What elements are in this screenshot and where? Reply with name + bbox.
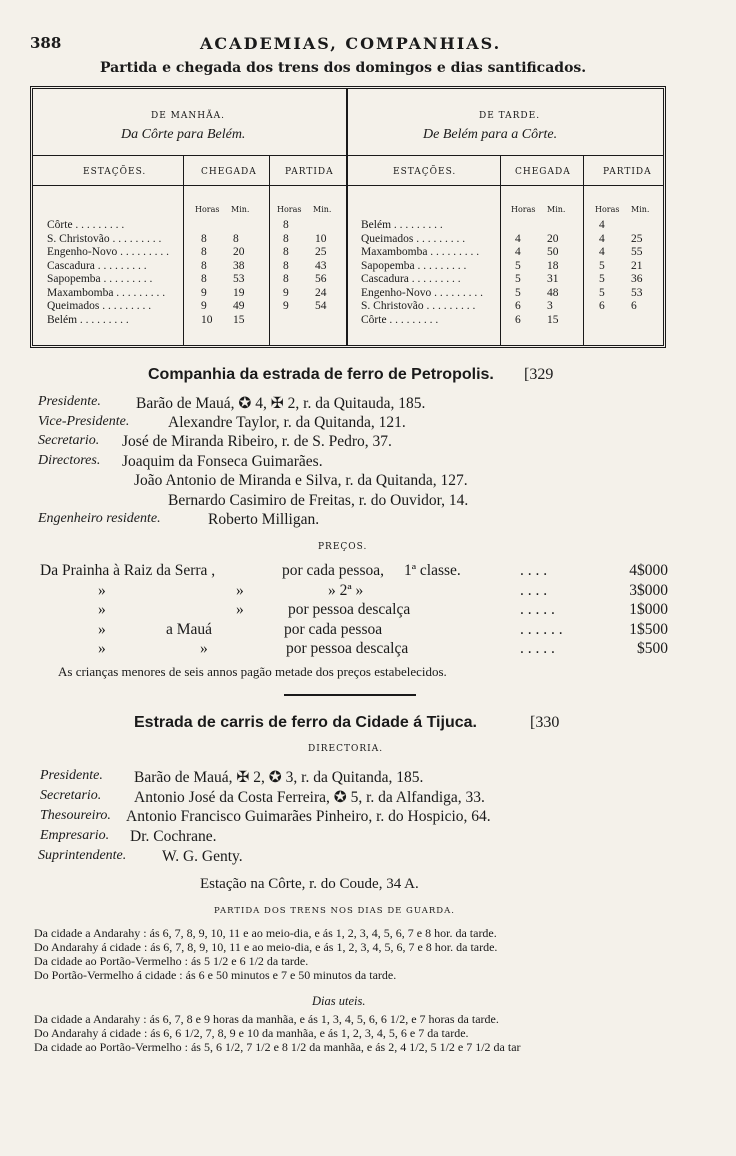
price-type: por cada pessoa <box>284 620 383 638</box>
price-dots: . . . . . . <box>520 620 563 638</box>
officer-entry: Antonio Francisco Guimarães Pinheiro, r. do Hospicio, 64. <box>126 808 491 825</box>
price-dots: . . . . <box>520 562 548 579</box>
price-class: » <box>236 601 244 618</box>
station-name: Queimados . . . . . . . . . <box>361 232 466 245</box>
price-dots: . . . . . <box>520 601 555 618</box>
arrival-hour: 4 <box>515 232 521 245</box>
arrival-min: 49 <box>233 300 245 312</box>
departure-hour: 8 <box>283 232 289 245</box>
arrival-hour: 9 <box>201 286 207 299</box>
schedule-line: Da cidade a Andarahy : ás 6, 7, 8 e 9 horas da manhãa, e ás 1, 3, 4, 5, 6, 6 1/2, e 7 horas da tarde. <box>34 1012 499 1026</box>
officer-role: Presidente. <box>38 394 101 409</box>
morning-route: Da Côrte para Belém. <box>121 127 246 142</box>
officer-entry: João Antonio de Miranda e Silva, r. da Quitanda, 127. <box>134 472 468 489</box>
station-name: Maxambomba . . . . . . . . . <box>47 286 166 299</box>
price-class: a Mauá <box>166 620 213 638</box>
departure-hour: 8 <box>283 259 289 272</box>
officer-role: Secretario. <box>40 788 102 803</box>
schedule-line: Da cidade ao Portão-Vermelho : ás 5 1/2 e 6 1/2 da tarde. <box>34 954 309 968</box>
price-route: Da Prainha à Raiz da Serra , <box>40 562 216 579</box>
arrival-min: 3 <box>547 300 553 312</box>
station-name: Sapopemba . . . . . . . . . <box>47 273 153 285</box>
arrival-hour: 8 <box>201 246 207 258</box>
departure-min: 56 <box>315 273 327 285</box>
arrival-hour: 6 <box>515 300 521 312</box>
arrival-hour: 8 <box>201 273 207 285</box>
station-name: Belém . . . . . . . . . <box>47 313 129 326</box>
station-name: Queimados . . . . . . . . . <box>47 300 152 312</box>
officer-entry: Joaquim da Fonseca Guimarães. <box>122 452 323 470</box>
departure-min: 21 <box>631 259 643 272</box>
station-name: Maxambomba . . . . . . . . . <box>361 246 480 258</box>
col-chegada-morning: CHEGADA <box>201 167 257 177</box>
officer-entry: José de Miranda Ribeiro, r. de S. Pedro, 37. <box>122 433 392 450</box>
station-name: S. Christovão . . . . . . . . . <box>47 232 162 245</box>
schedule-line: Do Andarahy á cidade : ás 6, 6 1/2, 7, 8, 9 e 10 da manhãa, e ás 1, 2, 3, 4, 5, 6 e 7 da tarde. <box>34 1026 469 1040</box>
col-chegada-afternoon: CHEGADA <box>515 167 571 177</box>
officer-role: Secretario. <box>38 433 100 448</box>
price-route: » <box>98 640 106 657</box>
station-name: S. Christovão . . . . . . . . . <box>361 300 476 312</box>
departure-min: 10 <box>315 232 327 245</box>
sunday-timetable <box>30 86 666 348</box>
arrival-hour: 5 <box>515 259 521 272</box>
departure-min: 43 <box>315 259 327 272</box>
morning-label: DE MANHÃA. <box>151 111 225 121</box>
officer-entry: Barão de Mauá, ✪ 4, ✠ 2, r. da Quitauda, 185. <box>136 395 426 412</box>
station-name: Côrte . . . . . . . . . <box>47 219 125 231</box>
arrival-hour: 8 <box>201 259 207 272</box>
price-route: » <box>98 620 106 638</box>
col-partida-afternoon: PARTIDA <box>603 167 652 177</box>
officer-entry: Alexandre Taylor, r. da Quitanda, 121. <box>168 413 406 431</box>
arrival-hour: 9 <box>201 300 207 312</box>
departure-hour: 5 <box>599 273 605 285</box>
departure-min: 24 <box>315 286 327 299</box>
arrival-min: 8 <box>233 232 239 245</box>
officer-role: Directores. <box>38 452 101 468</box>
price-value: 3$000 <box>629 581 668 599</box>
petropolis-ref: [329 <box>524 366 554 383</box>
price-dots: . . . . . <box>520 640 555 657</box>
station-name: Belém . . . . . . . . . <box>361 219 443 231</box>
price-route: » <box>98 581 106 599</box>
arrival-min: 15 <box>233 313 245 326</box>
station-name: Cascadura . . . . . . . . . <box>47 259 147 272</box>
unit-horas: Horas <box>511 205 536 214</box>
col-estacoes-morning: ESTAÇÕES. <box>83 167 147 177</box>
tijuca-title: Estrada de carris de ferro da Cidade á Tijuca. <box>134 714 477 731</box>
price-type: por pessoa descalça <box>286 640 409 657</box>
departure-min: 53 <box>631 286 643 299</box>
officer-entry: Roberto Milligan. <box>208 511 320 528</box>
officer-role: Empresario. <box>40 828 110 843</box>
unit-horas: Horas <box>595 205 620 214</box>
unit-min: Min. <box>231 205 250 214</box>
departure-min: 25 <box>631 232 643 245</box>
price-value: 1$500 <box>629 620 668 638</box>
schedule-line: Da cidade a Andarahy : ás 6, 7, 8, 9, 10, 11 e ao meio-dia, e ás 1, 2, 3, 4, 5, 6, 7 e 8 hor. da tarde. <box>34 926 497 940</box>
departure-hour: 9 <box>283 286 289 299</box>
arrival-min: 50 <box>547 246 559 258</box>
officer-entry: Antonio José da Costa Ferreira, ✪ 5, r. da Alfandiga, 33. <box>134 789 485 806</box>
price-class: por cada pessoa, <box>282 562 384 579</box>
price-class: » <box>236 581 244 599</box>
arrival-min: 20 <box>233 246 245 258</box>
unit-horas: Horas <box>195 205 220 214</box>
arrival-min: 48 <box>547 286 559 299</box>
price-type: 1ª classe. <box>404 562 461 579</box>
precos-title: PREÇOS. <box>318 542 368 552</box>
departure-hour: 5 <box>599 259 605 272</box>
timetable-subtitle: Partida e chegada dos trens dos domingos e dias santificados. <box>100 60 587 76</box>
col-partida-morning: PARTIDA <box>285 167 334 177</box>
price-value: 4$000 <box>629 562 668 579</box>
col-estacoes-afternoon: ESTAÇÕES. <box>393 167 457 177</box>
departure-min: 6 <box>631 300 637 312</box>
afternoon-route: De Belém para a Côrte. <box>423 127 558 142</box>
schedule-line: Da cidade ao Portão-Vermelho : ás 5, 6 1/2, 7 1/2 e 8 1/2 da manhãa, e ás 2, 4 1/2, 5 1/2 e 7 1/2 da tar <box>34 1040 521 1054</box>
price-route: » <box>98 601 106 618</box>
officer-role: Engenheiro residente. <box>38 511 161 526</box>
departure-hour: 4 <box>599 232 605 245</box>
arrival-hour: 6 <box>515 313 521 326</box>
unit-min: Min. <box>313 205 332 214</box>
arrival-hour: 5 <box>515 286 521 299</box>
page-number: 388 <box>30 34 62 52</box>
departure-hour: 4 <box>599 246 605 258</box>
station-name: Sapopemba . . . . . . . . . <box>361 259 467 272</box>
departure-hour: 8 <box>283 219 289 231</box>
arrival-min: 18 <box>547 259 559 272</box>
arrival-min: 31 <box>547 273 559 285</box>
arrival-min: 19 <box>233 286 245 299</box>
uteis-title: Dias uteis. <box>312 994 366 1008</box>
departure-hour: 5 <box>599 286 605 299</box>
tijuca-ref: [330 <box>530 714 560 731</box>
arrival-min: 15 <box>547 313 559 326</box>
price-note: As crianças menores de seis annos pagão metade dos preços estabelecidos. <box>58 664 447 679</box>
station-name: Engenho-Novo . . . . . . . . . <box>361 286 484 299</box>
departure-hour: 8 <box>283 246 289 258</box>
schedule-line: Do Portão-Vermelho á cidade : ás 6 e 50 minutos e 7 e 50 minutos da tarde. <box>34 968 397 982</box>
price-type: por pessoa descalça <box>288 601 411 618</box>
unit-min: Min. <box>631 205 650 214</box>
departure-min: 55 <box>631 246 643 258</box>
arrival-hour: 10 <box>201 313 213 326</box>
price-type: » 2ª » <box>328 581 364 599</box>
arrival-hour: 5 <box>515 273 521 285</box>
price-dots: . . . . <box>520 581 548 599</box>
afternoon-label: DE TARDE. <box>479 111 541 121</box>
departure-hour: 8 <box>283 273 289 285</box>
petropolis-title: Companhia da estrada de ferro de Petropolis. <box>148 366 494 383</box>
station-name: Engenho-Novo . . . . . . . . . <box>47 246 170 258</box>
officer-entry: W. G. Genty. <box>162 848 243 865</box>
unit-horas: Horas <box>277 205 302 214</box>
departure-hour: 9 <box>283 300 289 312</box>
tijuca-station: Estação na Côrte, r. do Coude, 34 A. <box>200 876 419 892</box>
departure-hour: 6 <box>599 300 605 312</box>
guarda-title: PARTIDA DOS TRENS NOS DIAS DE GUARDA. <box>214 906 455 916</box>
station-name: Cascadura . . . . . . . . . <box>361 273 461 285</box>
arrival-min: 20 <box>547 232 559 245</box>
officer-entry: Barão de Mauá, ✠ 2, ✪ 3, r. da Quitanda, 185. <box>134 769 424 786</box>
departure-min: 36 <box>631 273 643 285</box>
arrival-hour: 4 <box>515 246 521 258</box>
departure-min: 25 <box>315 246 327 258</box>
arrival-hour: 8 <box>201 232 207 245</box>
price-value: $500 <box>637 640 668 657</box>
directoria-title: DIRECTORIA. <box>308 744 384 754</box>
officer-role: Vice-Presidente. <box>38 413 130 429</box>
departure-min: 54 <box>315 300 327 312</box>
price-value: 1$000 <box>629 601 668 618</box>
officer-entry: Bernardo Casimiro de Freitas, r. do Ouvidor, 14. <box>168 491 469 509</box>
price-class: » <box>200 640 208 657</box>
officer-role: Thesoureiro. <box>40 808 111 823</box>
officer-role: Presidente. <box>40 768 103 783</box>
arrival-min: 53 <box>233 273 245 285</box>
departure-hour: 4 <box>599 219 605 231</box>
unit-min: Min. <box>547 205 566 214</box>
station-name: Côrte . . . . . . . . . <box>361 313 439 326</box>
officer-role: Suprintendente. <box>38 848 127 863</box>
officer-entry: Dr. Cochrane. <box>130 828 217 845</box>
page-title: ACADEMIAS, COMPANHIAS. <box>200 34 502 53</box>
schedule-line: Do Andarahy á cidade : ás 6, 7, 8, 9, 10, 11 e ao meio-dia, e ás 1, 2, 3, 4, 5, 6, 7 e 8 hor. da tarde. <box>34 940 498 954</box>
arrival-min: 38 <box>233 259 245 272</box>
section-divider <box>284 694 416 696</box>
